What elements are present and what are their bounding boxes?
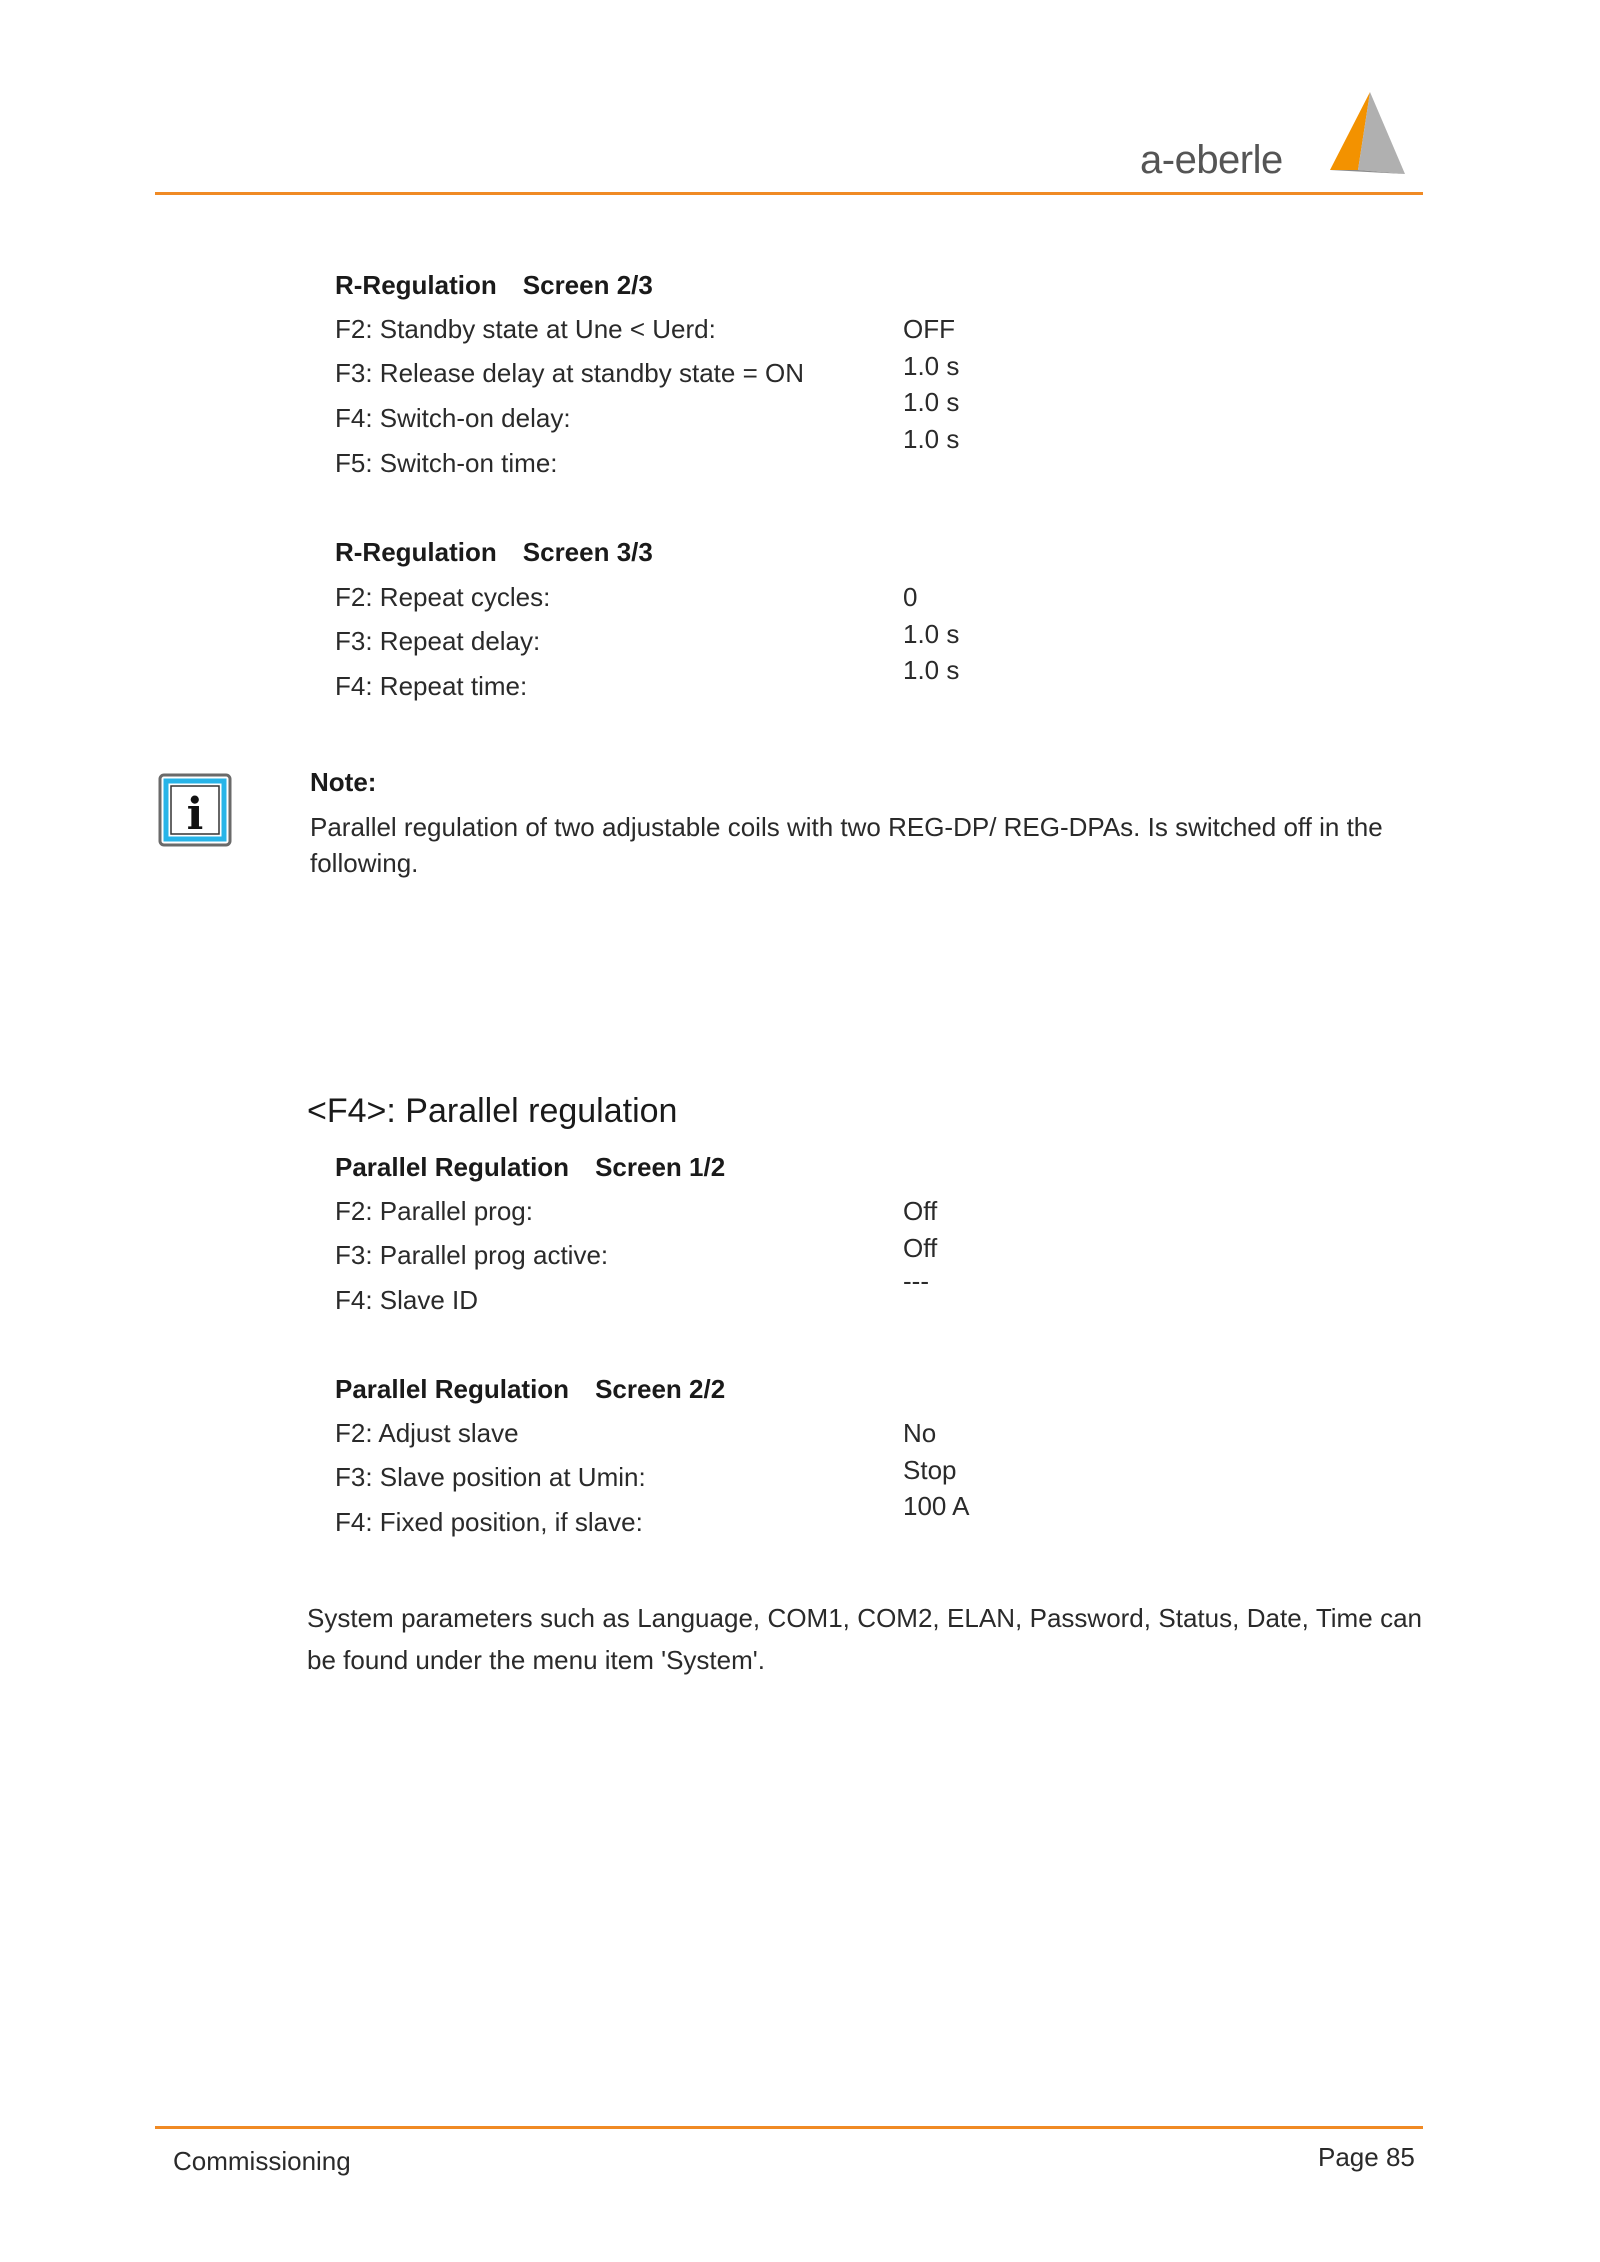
r23-row-label: F4: Switch-on delay: <box>335 403 571 433</box>
svg-text:i: i <box>186 789 204 840</box>
r23-row-value: OFF <box>903 314 955 344</box>
r33-row-value: 1.0 s <box>903 619 960 649</box>
p1-row-value: --- <box>903 1266 929 1296</box>
page-number: Page 85 <box>1318 2142 1415 2172</box>
p2-row-label: F2: Adjust slave <box>335 1418 519 1448</box>
footer-section-name: Commissioning <box>173 2146 351 2176</box>
r33-row-value: 0 <box>903 582 918 612</box>
r33-row-value: 1.0 s <box>903 655 960 685</box>
r23-row-value: 1.0 s <box>903 351 960 381</box>
r23-row-label: F5: Switch-on time: <box>335 448 558 478</box>
p1-row-label: F3: Parallel prog active: <box>335 1240 609 1270</box>
parallel-screen-2-heading: Parallel Regulation Screen 2/2 <box>335 1374 726 1404</box>
brand-triangle-icon <box>1310 90 1410 180</box>
note-line-1: Parallel regulation of two adjustable coils with two REG-DP/ REG-DPAs. Is switched off in the <box>310 812 1383 842</box>
r33-row-label: F2: Repeat cycles: <box>335 582 551 612</box>
note-line-2: following. <box>310 848 419 878</box>
p1-row-label: F2: Parallel prog: <box>335 1196 533 1226</box>
p1-row-value: Off <box>903 1233 938 1263</box>
r23-row-label: F2: Standby state at Une < Uerd: <box>335 314 716 344</box>
r23-row-label: F3: Release delay at standby state = ON <box>335 358 804 388</box>
parallel-screen-1-heading: Parallel Regulation Screen 1/2 <box>335 1152 726 1182</box>
p1-row-value: Off <box>903 1196 938 1226</box>
p2-row-value: 100 A <box>903 1491 970 1521</box>
r23-row-value: 1.0 s <box>903 387 960 417</box>
p1-row-label: F4: Slave ID <box>335 1285 479 1315</box>
r23-row-value: 1.0 s <box>903 424 960 454</box>
section-title: <F4>: Parallel regulation <box>307 1092 678 1130</box>
r33-row-label: F3: Repeat delay: <box>335 626 541 656</box>
note-title: Note: <box>310 767 377 797</box>
system-paragraph: System parameters such as Language, COM1, COM2, ELAN, Password, Status, Date, Time can be found under the menu item 'System'. <box>307 1603 1422 1675</box>
brand-logo <box>1140 90 1410 185</box>
header-rule <box>155 192 1423 195</box>
r33-row-label: F4: Repeat time: <box>335 671 528 701</box>
r-regulation-screen-2-heading: R-Regulation Screen 2/3 <box>335 270 653 300</box>
footer-rule <box>155 2126 1423 2129</box>
info-icon <box>158 773 232 847</box>
p2-row-value: No <box>903 1418 937 1448</box>
r-regulation-screen-3-heading: R-Regulation Screen 3/3 <box>335 537 653 567</box>
p2-row-value: Stop <box>903 1455 957 1485</box>
p2-row-label: F4: Fixed position, if slave: <box>335 1507 643 1537</box>
brand-name: a-eberle <box>1140 138 1283 182</box>
p2-row-label: F3: Slave position at Umin: <box>335 1462 646 1492</box>
